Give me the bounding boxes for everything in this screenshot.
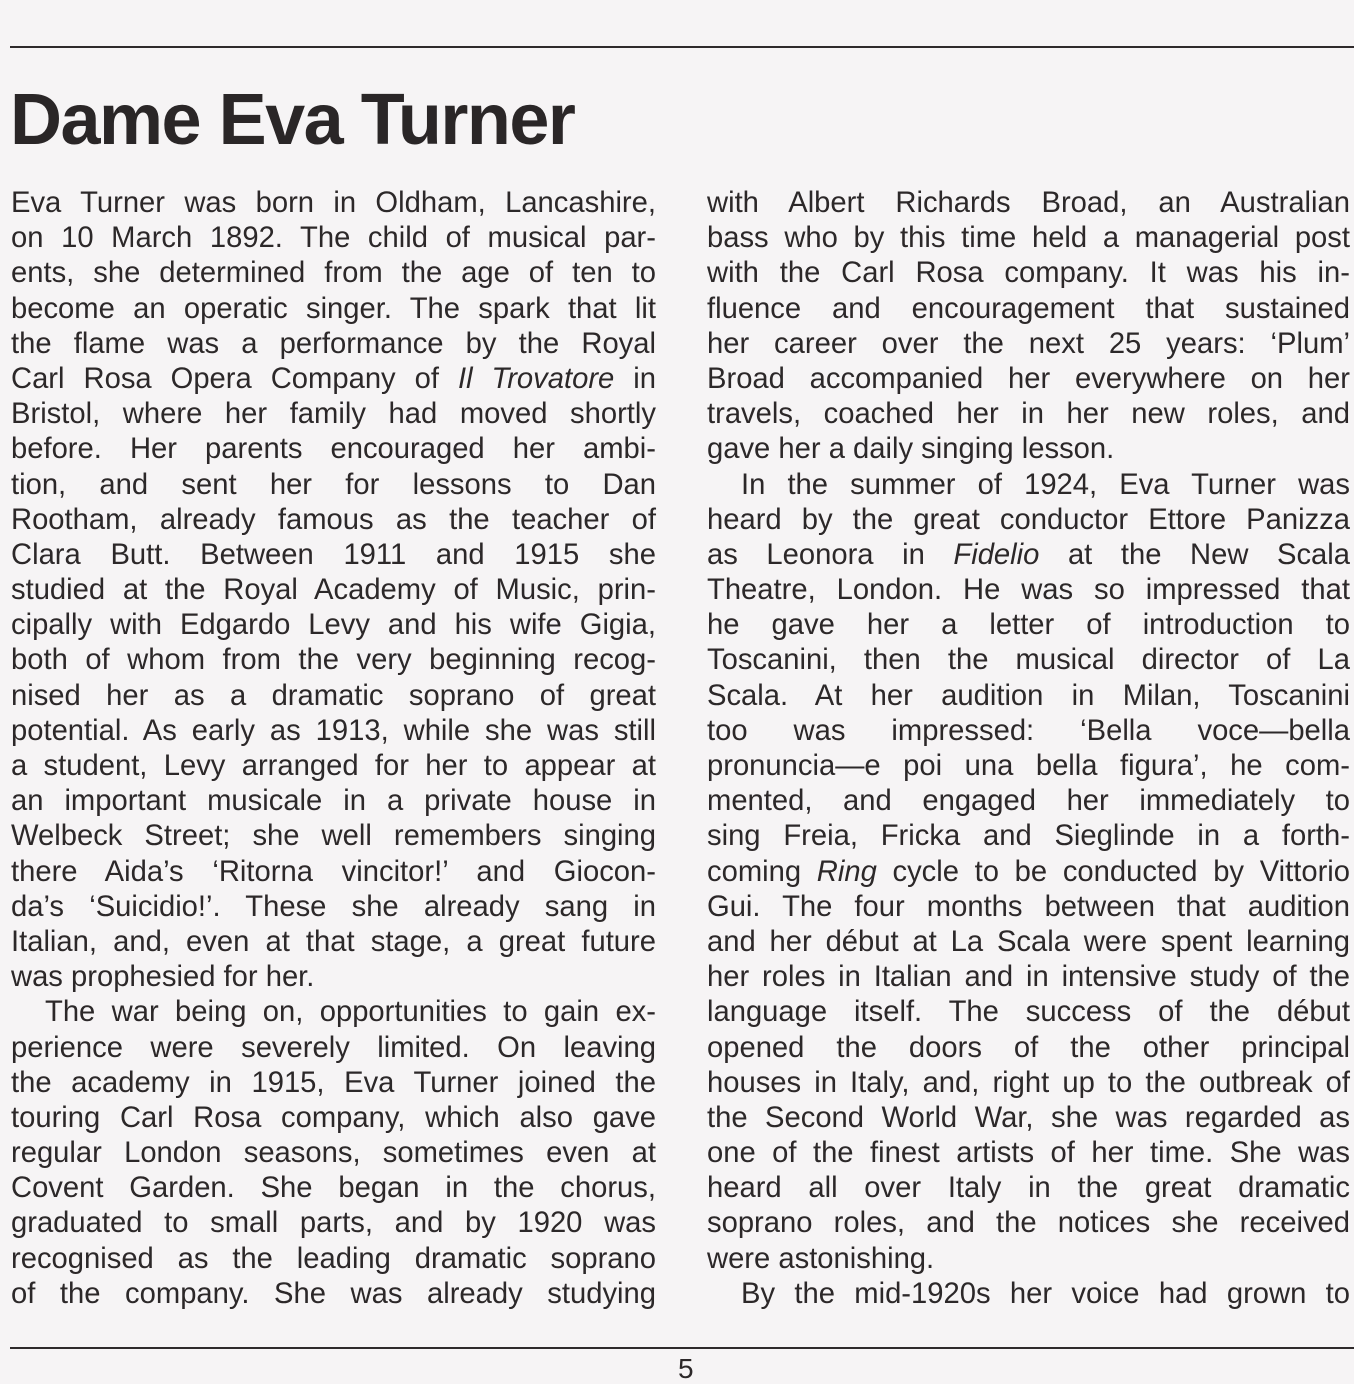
text-line: regular London seasons, sometimes even at xyxy=(11,1137,656,1170)
text-line: heard by the great conductor Ettore Panizza xyxy=(707,503,1350,536)
text-line: the Second World War, she was regarded as xyxy=(707,1101,1350,1134)
text-line: heard all over Italy in the great dramatic xyxy=(707,1172,1350,1205)
text-line: bass who by this time held a managerial post xyxy=(707,222,1350,255)
text-line: too was impressed: ‘Bella voce—bella xyxy=(707,714,1350,747)
text-line: graduated to small parts, and by 1920 was xyxy=(11,1207,656,1240)
text-line: become an operatic singer. The spark that lit xyxy=(11,292,656,325)
text-line: touring Carl Rosa company, which also gave xyxy=(11,1101,656,1134)
text-line: mented, and engaged her immediately to xyxy=(707,785,1350,818)
text-line: Italian, and, even at that stage, a great future xyxy=(11,925,656,958)
right-text-column xyxy=(707,186,1350,1312)
text-line: the academy in 1915, Eva Turner joined the xyxy=(11,1066,656,1099)
text-line: Rootham, already famous as the teacher of xyxy=(11,503,656,536)
text-line: both of whom from the very beginning recog- xyxy=(11,644,656,677)
text-line: he gave her a letter of introduction to xyxy=(707,609,1350,642)
italic-title: Fidelio xyxy=(953,538,1040,571)
text-line: gave her a daily singing lesson. xyxy=(707,433,1115,466)
italic-title: Ring xyxy=(816,855,877,888)
text-line: one of the finest artists of her time. She was xyxy=(707,1137,1350,1170)
text-line: the flame was a performance by the Royal xyxy=(11,327,656,360)
text-line: Welbeck Street; she well remembers singing xyxy=(11,820,656,853)
text-line: sing Freia, Fricka and Sieglinde in a forth- xyxy=(707,820,1350,853)
text-line: tion, and sent her for lessons to Dan xyxy=(11,468,656,501)
text-line: nised her as a dramatic soprano of great xyxy=(11,679,656,712)
text-line: Gui. The four months between that audition xyxy=(707,890,1350,923)
text-line: By the mid-1920s her voice had grown to xyxy=(741,1277,1350,1310)
text-line: Bristol, where her family had moved shortly xyxy=(11,398,656,431)
top-rule xyxy=(10,46,1354,48)
text-line: pronuncia—e poi una bella figura’, he com- xyxy=(707,750,1350,782)
text-line: Toscanini, then the musical director of La xyxy=(707,644,1350,677)
text-line: potential. As early as 1913, while she was still xyxy=(11,714,656,747)
text-line: The war being on, opportunities to gain ex- xyxy=(45,996,656,1029)
left-text-column xyxy=(11,186,656,1312)
italic-title: Il Trovatore xyxy=(457,362,615,395)
text-line: travels, coached her in her new roles, and xyxy=(707,398,1350,431)
text-line: recognised as the leading dramatic soprano xyxy=(11,1242,656,1275)
text-line: as Leonora in Fidelio at the New Scala xyxy=(707,538,1350,571)
text-line: Clara Butt. Between 1911 and 1915 she xyxy=(11,538,656,571)
text-line: with the Carl Rosa company. It was his in- xyxy=(707,257,1350,290)
text-line: In the summer of 1924, Eva Turner was xyxy=(741,468,1350,501)
text-line: on 10 March 1892. The child of musical par- xyxy=(11,222,656,255)
text-line: houses in Italy, and, right up to the outbreak of xyxy=(707,1066,1350,1099)
text-line: opened the doors of the other principal xyxy=(707,1031,1350,1064)
page-title: Dame Eva Turner xyxy=(10,80,575,160)
text-line: a student, Levy arranged for her to appear at xyxy=(11,750,656,782)
text-line: were astonishing. xyxy=(707,1242,935,1275)
text-line: perience were severely limited. On leaving xyxy=(11,1031,656,1064)
text-line: soprano roles, and the notices she received xyxy=(707,1207,1350,1240)
text-line: with Albert Richards Broad, an Australian xyxy=(707,187,1350,219)
text-line: her roles in Italian and in intensive study of the xyxy=(707,961,1350,994)
text-line: and her début at La Scala were spent learning xyxy=(707,925,1350,958)
text-line: before. Her parents encouraged her ambi- xyxy=(11,433,656,466)
text-line: ents, she determined from the age of ten to xyxy=(11,257,656,290)
text-line: coming Ring cycle to be conducted by Vittorio xyxy=(707,855,1351,888)
text-line: language itself. The success of the début xyxy=(707,996,1350,1029)
text-line: da’s ‘Suicidio!’. These she already sang in xyxy=(11,890,656,923)
text-line: was prophesied for her. xyxy=(11,961,315,994)
text-line: an important musicale in a private house in xyxy=(11,785,656,818)
text-line: Theatre, London. He was so impressed that xyxy=(707,574,1350,607)
text-line: Carl Rosa Opera Company of Il Trovatore in xyxy=(11,362,657,395)
text-line: Broad accompanied her everywhere on her xyxy=(707,362,1350,395)
page-number: 5 xyxy=(678,1353,694,1384)
text-line: studied at the Royal Academy of Music, prin- xyxy=(11,574,656,607)
text-line: of the company. She was already studying xyxy=(11,1277,656,1310)
text-line: Covent Garden. She began in the chorus, xyxy=(11,1172,656,1205)
text-line: cipally with Edgardo Levy and his wife Gigia, xyxy=(11,609,656,642)
text-line: fluence and encouragement that sustained xyxy=(707,292,1350,325)
text-line: her career over the next 25 years: ‘Plum’ xyxy=(707,327,1350,360)
text-line: Eva Turner was born in Oldham, Lancashire, xyxy=(11,187,656,219)
bottom-rule xyxy=(10,1347,1354,1349)
text-line: Scala. At her audition in Milan, Toscanini xyxy=(707,679,1350,712)
text-line: there Aida’s ‘Ritorna vincitor!’ and Giocon- xyxy=(11,855,656,888)
